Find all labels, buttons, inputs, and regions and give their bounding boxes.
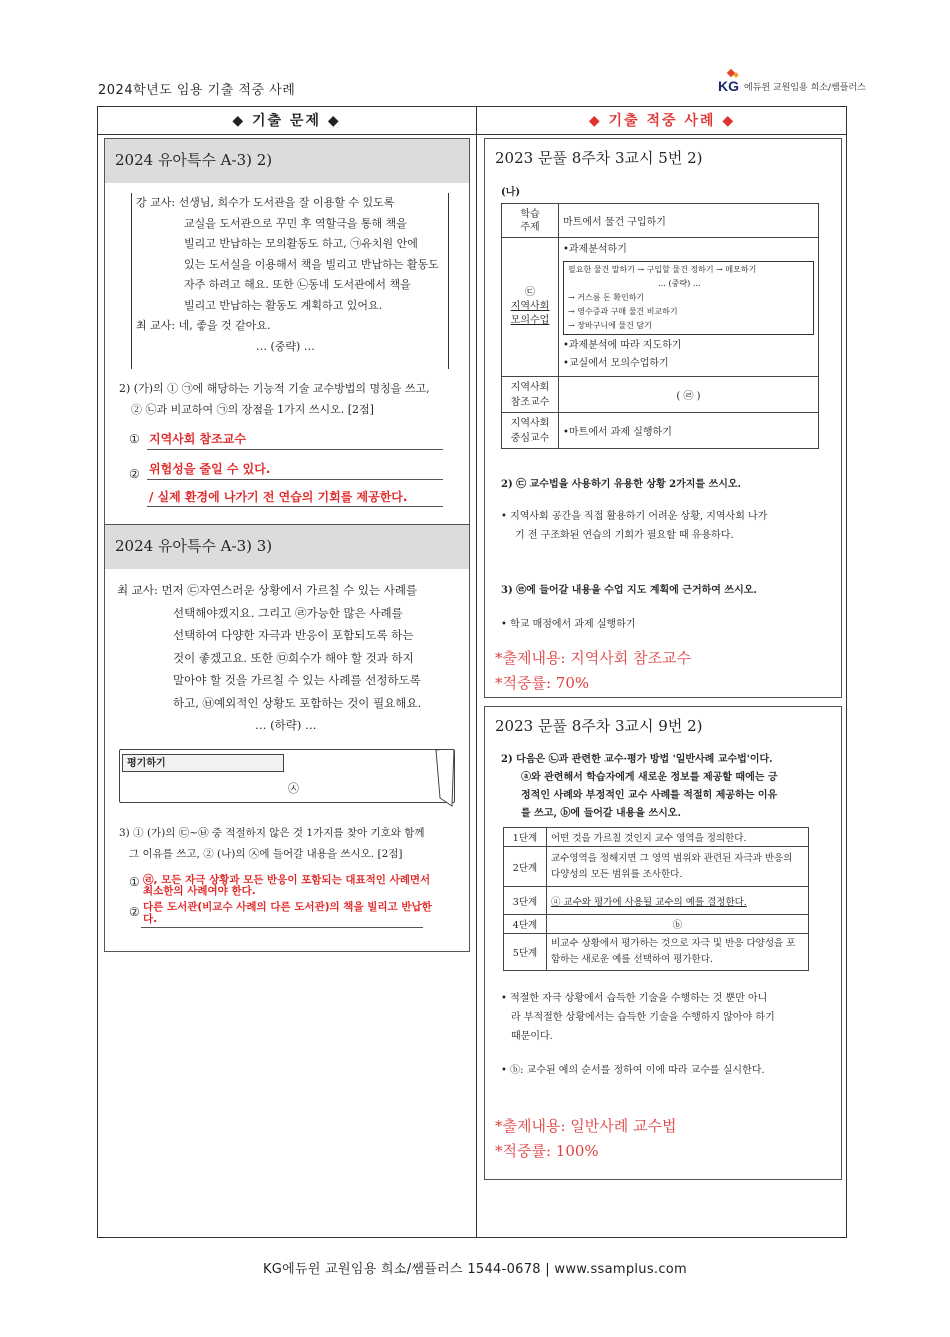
left-section-2 (104, 524, 470, 952)
question-line: 그 이유를 쓰고, ② (나)의 ㉦에 들어갈 내용을 쓰시오. [2점] (129, 848, 403, 860)
table-cell: ( ㉣ ) (559, 377, 819, 413)
answer-num-2: ② (129, 905, 140, 919)
step-text: 어떤 것을 가르칠 것인지 교수 영역을 정의한다. (547, 828, 809, 847)
right-section-1 (484, 138, 842, 698)
table-line: •과제분석하기 (563, 244, 627, 255)
dialog-box-1 (131, 193, 449, 369)
question-1 (119, 379, 464, 420)
dialog-line: 최 교사: 먼저 ㉢자연스러운 상황에서 가르칠 수 있는 사례를 (117, 583, 418, 597)
hit-content: *출제내용: 일반사례 교수법 (495, 1117, 677, 1135)
answer-2a: 위험성을 줄일 수 있다. (149, 462, 271, 476)
step-label: 4단계 (504, 915, 547, 934)
right-section-1-title: 2023 문풀 8주차 3교시 5번 2) (495, 149, 703, 167)
answer-line: 때문이다. (511, 1031, 553, 1042)
answer-1-line: 최소한의 사례여야 한다. (143, 885, 256, 897)
answer-2-line: 다른 도서관(비교수 사례의 다른 도서관)의 책을 빌리고 반납한 (143, 901, 432, 913)
hit-rate: *적중률: 100% (495, 1142, 599, 1160)
flow-line: → 장바구니에 물건 담기 (568, 321, 652, 330)
table-head-line: 지역사회 (510, 301, 550, 312)
step-text: ⓐ 교수와 평가에 사용될 교수의 예를 결정한다. (547, 887, 809, 915)
page-curl-icon (434, 750, 456, 808)
dialog-line: 하고, ㉥예외적인 상황도 포함하는 것이 필요해요. (173, 695, 422, 710)
dialog-line: 것이 좋겠고요. 또한 ㉤희수가 해야 할 것과 하지 (173, 650, 414, 665)
column-divider (476, 106, 477, 1238)
answer-1 (143, 875, 430, 897)
question-line: 2) (가)의 ① ㉠에 해당하는 기능적 기술 교수방법의 명칭을 쓰고, (119, 382, 430, 395)
left-column-title: ◆ 기출 문제 ◆ (232, 113, 341, 129)
answer-2b: / 실제 환경에 나가기 전 연습의 기회를 제공한다. (149, 490, 408, 504)
question-line: ② ㉡과 비교하여 ㉠의 장점을 1가지 쓰시오. [2점] (131, 402, 374, 416)
answer-3: • 학교 매점에서 과제 실행하기 (501, 619, 636, 630)
left-section-1-title: 2024 유아특수 A-3) 2) (105, 139, 469, 183)
dialog-line: 선택하여 다양한 자극과 반응이 포함되도록 하는 (173, 628, 414, 642)
dialog-line: 강 교사: 선생님, 희수가 도서관을 잘 이용할 수 있도록 (136, 196, 395, 209)
answer-line: • 지역사회 공간을 직접 활용하기 어려운 상황, 지역사회 나가 (501, 511, 768, 522)
right-section-2 (484, 706, 842, 1180)
hit-rate: *적중률: 70% (495, 674, 590, 692)
step-text: 교수영역을 정해지면 그 영역 범위와 관련된 자극과 반응의 다양성의 모든 범위를 조사한다. (547, 847, 809, 887)
table-head-symbol: ㉢ (525, 287, 535, 298)
answer-2 (501, 507, 831, 545)
question-2 (119, 823, 464, 865)
dialog-line: 말아야 할 것을 가르칠 수 있는 사례를 선정하도록 (173, 673, 421, 687)
dialog-line: 빌리고 반납하는 모의활동도 하고, ㉠유치원 안에 (184, 237, 418, 250)
hit-content: *출제내용: 지역사회 참조교수 (495, 649, 691, 667)
table-cell: •마트에서 과제 실행하기 (559, 413, 819, 449)
eval-mark: ㉦ (288, 782, 299, 795)
flow-line: 필요한 물건 말하기 → 구입할 물건 정하기 → 메모하기 (568, 265, 757, 274)
question-line: 2) 다음은 ㉡과 관련한 교수·평가 방법 '일반사례 교수법'이다. (501, 754, 773, 765)
label-na: (나) (501, 187, 521, 198)
document-title: 2024학년도 임용 기출 적중 사례 (98, 83, 296, 98)
answer-line: 기 전 구조화된 연습의 기회가 필요할 때 유용하다. (515, 530, 734, 541)
dialog-line: 자주 하려고 해요. 또한 ㉡동네 도서관에서 책을 (184, 278, 411, 291)
lesson-table (501, 203, 819, 449)
table-head (502, 238, 559, 377)
table-cell: 마트에서 물건 구입하기 (559, 204, 819, 238)
step-text: 비교수 상황에서 평가하는 것으로 자극 및 반응 다양성을 포함하는 새로운 예를 선택하여 평가한다. (547, 934, 809, 971)
brand-logo (718, 70, 866, 96)
steps-table (503, 827, 809, 971)
question-3: 3) ㉣에 들어갈 내용을 수업 지도 계획에 근거하여 쓰시오. (501, 585, 757, 596)
answer-num-1: ① (129, 432, 140, 446)
dialog-line: … (중략) … (256, 339, 315, 353)
question-block (501, 751, 831, 823)
question-line: ⓐ와 관련해서 학습자에게 새로운 정보를 제공할 때에는 긍 (521, 772, 778, 783)
header-divider (97, 134, 847, 135)
answer-num-1: ① (129, 875, 140, 889)
flow-line: → 영수증과 구매 물건 비교하기 (568, 307, 678, 316)
answer-2: • ⓑ: 교수된 예의 순서를 정하여 이에 따라 교수를 실시한다. (501, 1065, 765, 1076)
table-line: •과제분석에 따라 지도하기 (563, 340, 682, 351)
dialog-line: 선택해야겠지요. 그리고 ㉣가능한 많은 사례를 (173, 605, 403, 620)
answer-num-2: ② (129, 467, 140, 481)
answer-line: • 적절한 자극 상황에서 습득한 기술을 수행하는 것 뿐만 아니 (501, 993, 768, 1004)
answer-1-line: ㉣, 모든 자극 상황과 모든 반응이 포함되는 대표적인 사례면서 (143, 874, 431, 886)
table-head-line: 모의수업 (510, 315, 550, 326)
logo-brand: KG (718, 78, 739, 94)
table-cell (559, 238, 819, 377)
answer-2-line: 다. (143, 913, 158, 925)
task-analysis-box (563, 261, 814, 335)
table-head: 지역사회 중심교수 (502, 413, 559, 449)
table-head: 학습 주제 (502, 204, 559, 238)
table-line: •교실에서 모의수업하기 (563, 358, 669, 369)
question-line: 를 쓰고, ⓑ에 들어갈 내용을 쓰시오. (521, 808, 681, 819)
flow-line: → 거스름 돈 확인하기 (568, 293, 645, 302)
question-2: 2) ㉢ 교수법을 사용하기 유용한 상황 2가지를 쓰시오. (501, 479, 742, 490)
eval-box (119, 749, 455, 803)
logo-text: 에듀윈 교원임용 희소/쌤플러스 (744, 83, 866, 93)
right-section-2-title: 2023 문풀 8주차 3교시 9번 2) (495, 717, 703, 735)
right-column-title: ◆ 기출 적중 사례 ◆ (588, 113, 736, 129)
answer-1 (501, 989, 831, 1046)
dialog-line: 있는 도서실을 이용해서 책을 빌리고 반납하는 활동도 (184, 257, 439, 271)
answer-line: 라 부적절한 상황에서는 습득한 기술을 수행하지 않아야 하기 (511, 1012, 775, 1023)
left-section-1 (104, 138, 470, 525)
footer-contact: KG에듀윈 교원임용 희소/쌤플러스 1544-0678 | www.ssamplus.com (262, 1262, 688, 1277)
dialog-line: 빌리고 반납하는 활동도 계획하고 있어요. (184, 298, 383, 312)
left-section-2-title: 2024 유아특수 A-3) 3) (105, 525, 469, 569)
step-label: 2단계 (504, 847, 547, 887)
answer-underline (147, 506, 443, 507)
dialog-box-2 (117, 579, 463, 737)
dialog-line: 최 교사: 네, 좋을 것 같아요. (136, 319, 271, 332)
question-line: 3) ① (가)의 ㉢~㉥ 중 적절하지 않은 것 1가지를 찾아 기호와 함께 (119, 827, 425, 839)
answer-2 (143, 901, 432, 925)
answer-1: 지역사회 참조교수 (149, 432, 246, 446)
logo-mark-icon-secondary (733, 72, 739, 78)
eval-label: 평기하기 (122, 754, 284, 772)
table-head: 지역사회 참조교수 (502, 377, 559, 413)
step-label: 5단계 (504, 934, 547, 971)
dialog-line: 교실을 도서관으로 꾸민 후 역할극을 통해 책을 (184, 216, 407, 230)
question-line: 정적인 사례와 부정적인 교수 사례를 적절히 제공하는 이유 (521, 790, 778, 801)
step-label: 1단계 (504, 828, 547, 847)
answer-underline (147, 449, 443, 450)
answer-underline (147, 479, 443, 480)
flow-line: … (중략) … (658, 279, 701, 288)
answer-underline (141, 927, 423, 928)
step-text: ⓑ (547, 915, 809, 934)
step-label: 3단계 (504, 887, 547, 915)
dialog-line: … (하략) … (255, 718, 317, 732)
